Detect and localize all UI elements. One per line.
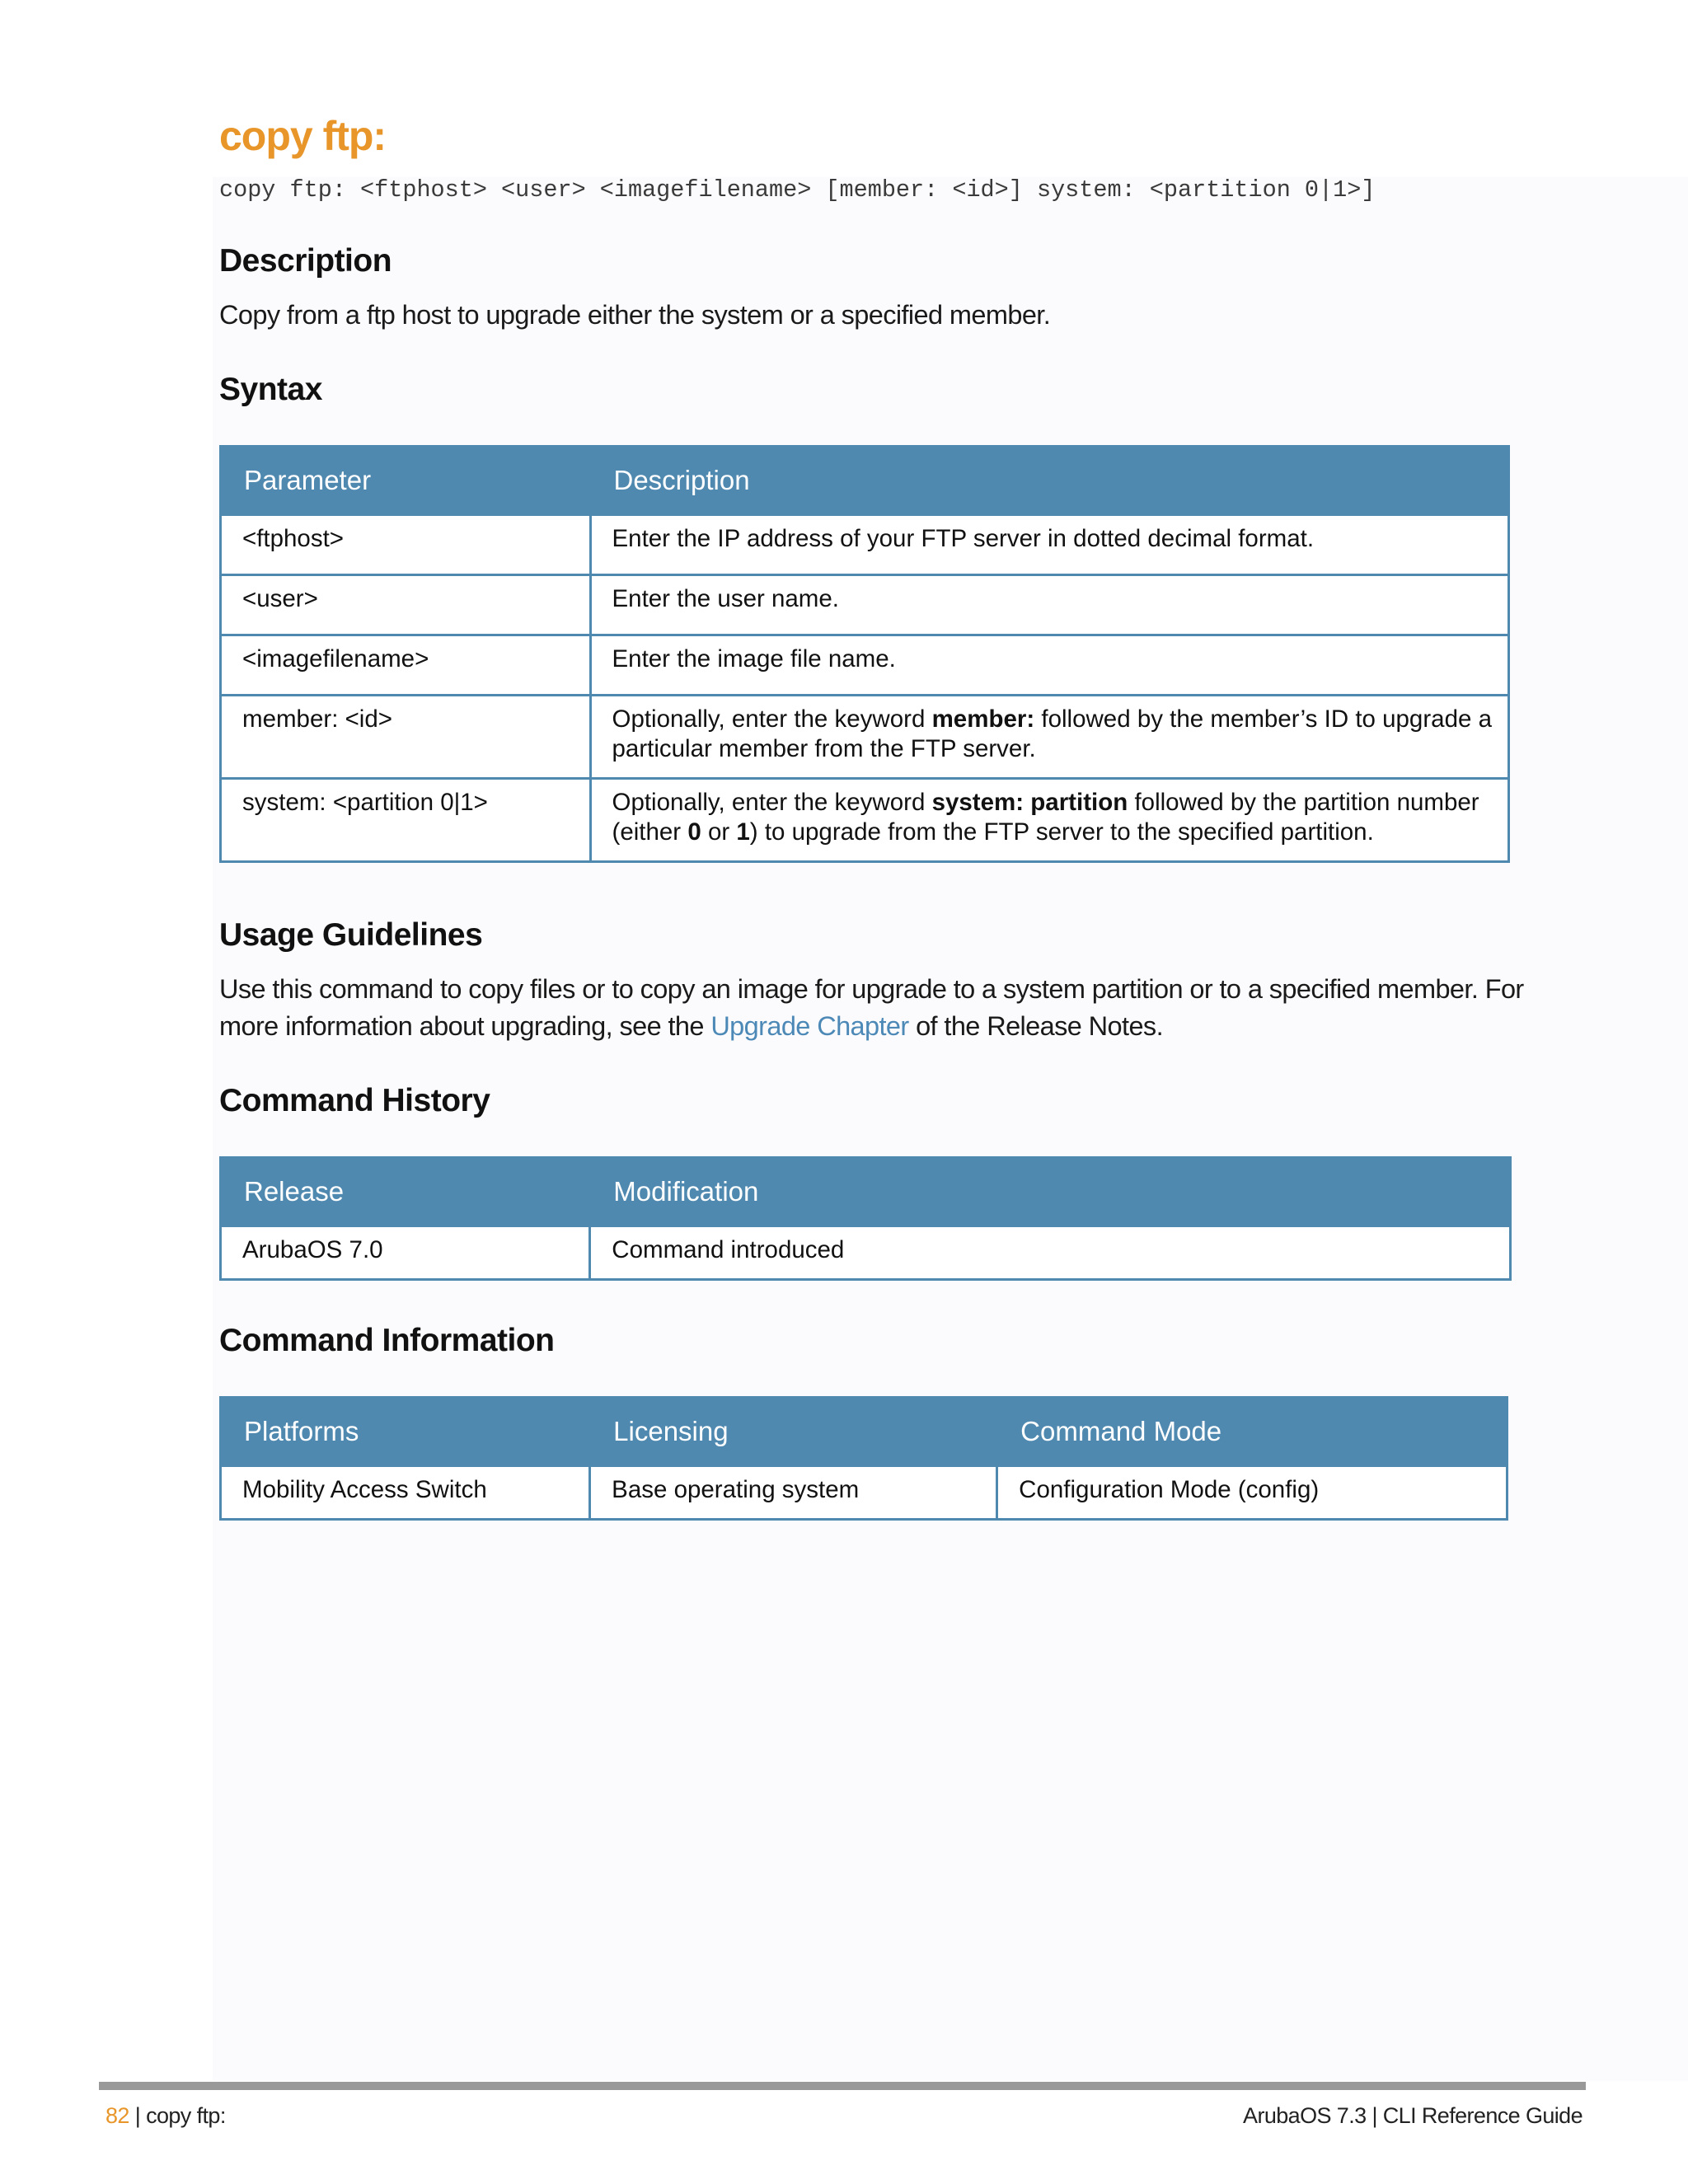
parameter-cell: member: <id>: [221, 696, 591, 779]
table-header-row: [221, 1398, 1507, 1466]
licensing-cell: Base operating system: [590, 1466, 997, 1520]
upgrade-chapter-link[interactable]: Upgrade Chapter: [710, 1011, 909, 1041]
parameter-cell: <user>: [221, 575, 591, 635]
page-number: 82: [106, 2103, 129, 2128]
modification-cell: Command introduced: [590, 1226, 1511, 1280]
history-heading: Command History: [219, 1083, 490, 1118]
keyword-system-partition: system: partition: [931, 789, 1128, 816]
text-span: ) to upgrade from the FTP server to the specified partition.: [749, 818, 1374, 846]
usage-text: [219, 971, 1579, 1045]
table-row: [221, 1466, 1507, 1520]
text-span: of the Release Notes.: [908, 1011, 1164, 1041]
column-header-release: Release: [221, 1158, 590, 1226]
description-text: Copy from a ftp host to upgrade either the system or a specified member.: [219, 300, 1051, 330]
text-span: Optionally, enter the keyword: [612, 789, 932, 816]
table-row: [221, 515, 1509, 575]
parameter-cell: system: <partition 0|1>: [221, 779, 591, 862]
description-cell: Enter the user name.: [590, 575, 1509, 635]
command-mode-cell: Configuration Mode (config): [997, 1466, 1507, 1520]
description-heading: Description: [219, 243, 392, 279]
column-header-platforms: Platforms: [221, 1398, 590, 1466]
text-span: Use this command to copy files or to copy an image for upgrade to a system partition or to a specified member. For more information about upgrading, see the: [219, 974, 1524, 1041]
text-span: followed by the member’s ID to upgrade a particular member from the FTP server.: [612, 705, 1492, 762]
keyword-zero: 0: [687, 818, 701, 846]
description-cell: [590, 779, 1509, 862]
info-table: [219, 1396, 1508, 1521]
release-cell: ArubaOS 7.0: [221, 1226, 590, 1280]
table-header-row: [221, 1158, 1511, 1226]
footer-left: [106, 2103, 226, 2129]
syntax-heading: Syntax: [219, 372, 322, 407]
table-row: [221, 575, 1509, 635]
column-header-modification: Modification: [590, 1158, 1511, 1226]
command-synopsis: copy ftp: <ftphost> <user> <imagefilename> [member: <id>] system: <partition 0|1>]: [219, 176, 1376, 204]
column-header-licensing: Licensing: [590, 1398, 997, 1466]
syntax-table: [219, 445, 1510, 863]
info-heading: Command Information: [219, 1323, 555, 1358]
column-header-command-mode: Command Mode: [997, 1398, 1507, 1466]
page-title: copy ftp:: [219, 113, 387, 159]
description-cell: Enter the IP address of your FTP server in dotted decimal format.: [590, 515, 1509, 575]
text-span: Optionally, enter the keyword: [612, 705, 932, 733]
text-span: or: [701, 818, 737, 846]
parameter-cell: <imagefilename>: [221, 635, 591, 696]
keyword-member: member:: [931, 705, 1035, 733]
column-header-parameter: Parameter: [221, 447, 591, 515]
footer-guide-title: ArubaOS 7.3 | CLI Reference Guide: [1243, 2103, 1582, 2128]
keyword-one: 1: [736, 818, 750, 846]
table-row: [221, 779, 1509, 862]
column-header-description: Description: [590, 447, 1509, 515]
table-row: [221, 696, 1509, 779]
usage-heading: Usage Guidelines: [219, 917, 483, 953]
description-cell: Enter the image file name.: [590, 635, 1509, 696]
table-header-row: [221, 447, 1509, 515]
footer-section: copy ftp:: [146, 2103, 226, 2128]
history-table: [219, 1156, 1512, 1281]
description-cell: [590, 696, 1509, 779]
parameter-cell: <ftphost>: [221, 515, 591, 575]
footer-divider: [99, 2082, 1586, 2090]
table-row: [221, 1226, 1511, 1280]
table-row: [221, 635, 1509, 696]
platforms-cell: Mobility Access Switch: [221, 1466, 590, 1520]
text-span: followed by the partition number (either: [612, 789, 1479, 846]
footer-separator: |: [129, 2103, 147, 2128]
